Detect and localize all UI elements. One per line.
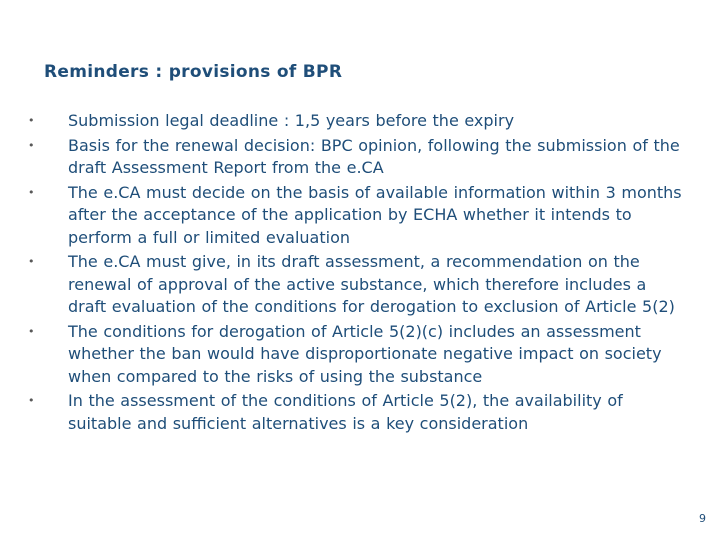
- page-number: 9: [699, 512, 706, 525]
- bullet-text: The e.CA must give, in its draft assessment, a recommendation on the renewal of approval of the active substance, which therefore includes a draft evaluation of the conditions for derogation to exclusion of Article 5(2): [68, 252, 675, 316]
- slide-title: Reminders : provisions of BPR: [44, 62, 343, 82]
- bullet-list: [28, 110, 688, 437]
- bullet-item: [28, 182, 688, 250]
- bullet-item: [28, 321, 688, 389]
- bullet-icon: •: [28, 185, 35, 199]
- bullet-icon: •: [28, 114, 35, 127]
- bullet-icon: •: [28, 138, 35, 152]
- bullet-icon: •: [28, 394, 35, 407]
- bullet-item: [28, 110, 688, 133]
- bullet-item: [28, 390, 688, 435]
- bullet-icon: •: [28, 255, 35, 268]
- bullet-item: [28, 251, 688, 319]
- bullet-text: The conditions for derogation of Article 5(2)(c) includes an assessment whether the ban would have disproportionate negative impact on society when compared to the risks of using the substance: [68, 321, 662, 386]
- bullet-text: Submission legal deadline : 1,5 years before the expiry: [68, 111, 515, 130]
- bullet-text: The e.CA must decide on the basis of available information within 3 months after the acceptance of the application by ECHA whether it intends to perform a full or limited evaluation: [68, 182, 682, 247]
- bullet-text: In the assessment of the conditions of Article 5(2), the availability of suitable and sufficient alternatives is a key consideration: [68, 391, 623, 433]
- bullet-item: [28, 135, 688, 180]
- bullet-icon: •: [28, 324, 35, 338]
- bullet-text: Basis for the renewal decision: BPC opinion, following the submission of the draft Assessment Report from the e.CA: [68, 135, 680, 177]
